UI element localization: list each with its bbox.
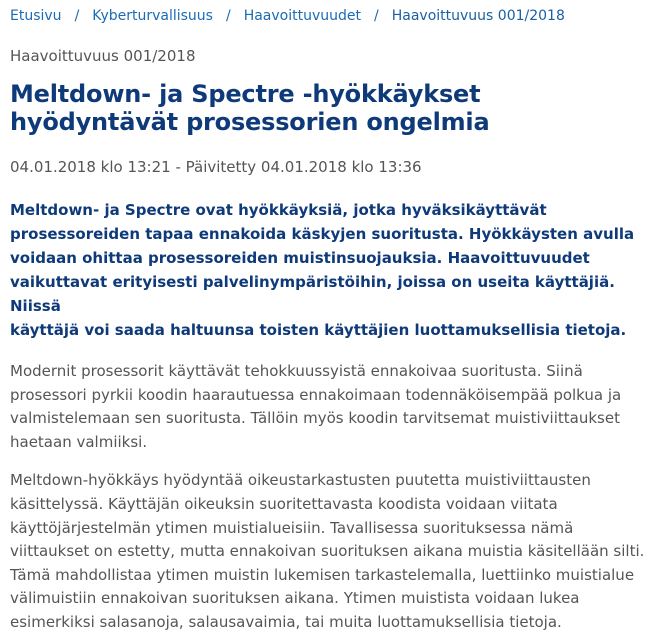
paragraph-line: käyttöjärjestelmän ytimen muistialueisiin. Tavallisessa suorituksessa nämä — [10, 518, 574, 537]
paragraph-line: viittaukset on estetty, mutta ennakoivan suorituksen aikana muistia käsitellään silti. — [10, 542, 645, 561]
paragraph-line: Modernit prosessorit käyttävät tehokkuussyistä ennakoivaa suoritusta. Siinä — [10, 362, 583, 380]
page-title — [10, 80, 650, 136]
breadcrumb-current: Haavoittuvuus 001/2018 — [391, 8, 565, 24]
lead-line: prosessoreiden tapaa ennakoida käskyjen suoritusta. Hyökkäysten avulla — [10, 225, 635, 243]
lead-line: vaikuttavat erityisesti palvelinympäristöihin, joissa on useita käyttäjiä. Niissä — [10, 273, 615, 315]
breadcrumb-link-vulnerabilities[interactable]: Haavoittuvuudet — [243, 8, 362, 24]
paragraph-line: välimuistiin ennakoivan suorituksen aikana. Ytimen muistista voidaan lukea — [10, 589, 580, 608]
paragraph-line: Tämä mahdollistaa ytimen muistin lukemisen tarkastelemalla, luettiinko muistialue — [10, 565, 635, 584]
article-paragraph-1 — [10, 360, 650, 454]
article-paragraph-2 — [10, 469, 650, 634]
paragraph-line: käsittelyssä. Käyttäjän oikeuksin suoritettavasta koodista voidaan viitata — [10, 494, 558, 513]
paragraph-line: esimerkiksi salasanoja, salausavaimia, tai muita luottamuksellisia tietoja. — [10, 612, 562, 631]
article-category: Haavoittuvuus 001/2018 — [10, 47, 196, 65]
lead-line: Meltdown- ja Spectre ovat hyökkäyksiä, jotka hyväksikäyttävät — [10, 201, 547, 219]
breadcrumb-link-home[interactable]: Etusivu — [10, 8, 62, 24]
article-timestamp: 04.01.2018 klo 13:21 - Päivitetty 04.01.2018 klo 13:36 — [10, 158, 422, 176]
breadcrumb-link-cybersecurity[interactable]: Kyberturvallisuus — [92, 8, 213, 24]
article-lead — [10, 198, 650, 342]
breadcrumb — [10, 0, 650, 26]
paragraph-line: haetaan valmiiksi. — [10, 432, 148, 451]
lead-line: voidaan ohittaa prosessoreiden muistinsuojauksia. Haavoittuvuudet — [10, 249, 590, 267]
title-line: Meltdown- ja Spectre -hyökkäykset — [10, 80, 481, 108]
breadcrumb-separator: / — [225, 8, 231, 24]
breadcrumb-separator: / — [74, 8, 80, 24]
paragraph-line: prosessori pyrkii koodin haarautuessa ennakoimaan todennäköisempää polkua ja — [10, 385, 622, 404]
paragraph-line: Meltdown-hyökkäys hyödyntää oikeustarkastusten puutetta muistiviittausten — [10, 471, 591, 490]
title-line: hyödyntävät prosessorien ongelmia — [10, 108, 490, 136]
paragraph-line: valmistelemaan sen suoritusta. Tällöin myös koodin tarvitsemat muistiviittaukset — [10, 409, 620, 428]
lead-line: käyttäjä voi saada haltuunsa toisten käyttäjien luottamuksellisia tietoja. — [10, 321, 627, 339]
breadcrumb-separator: / — [374, 8, 379, 24]
